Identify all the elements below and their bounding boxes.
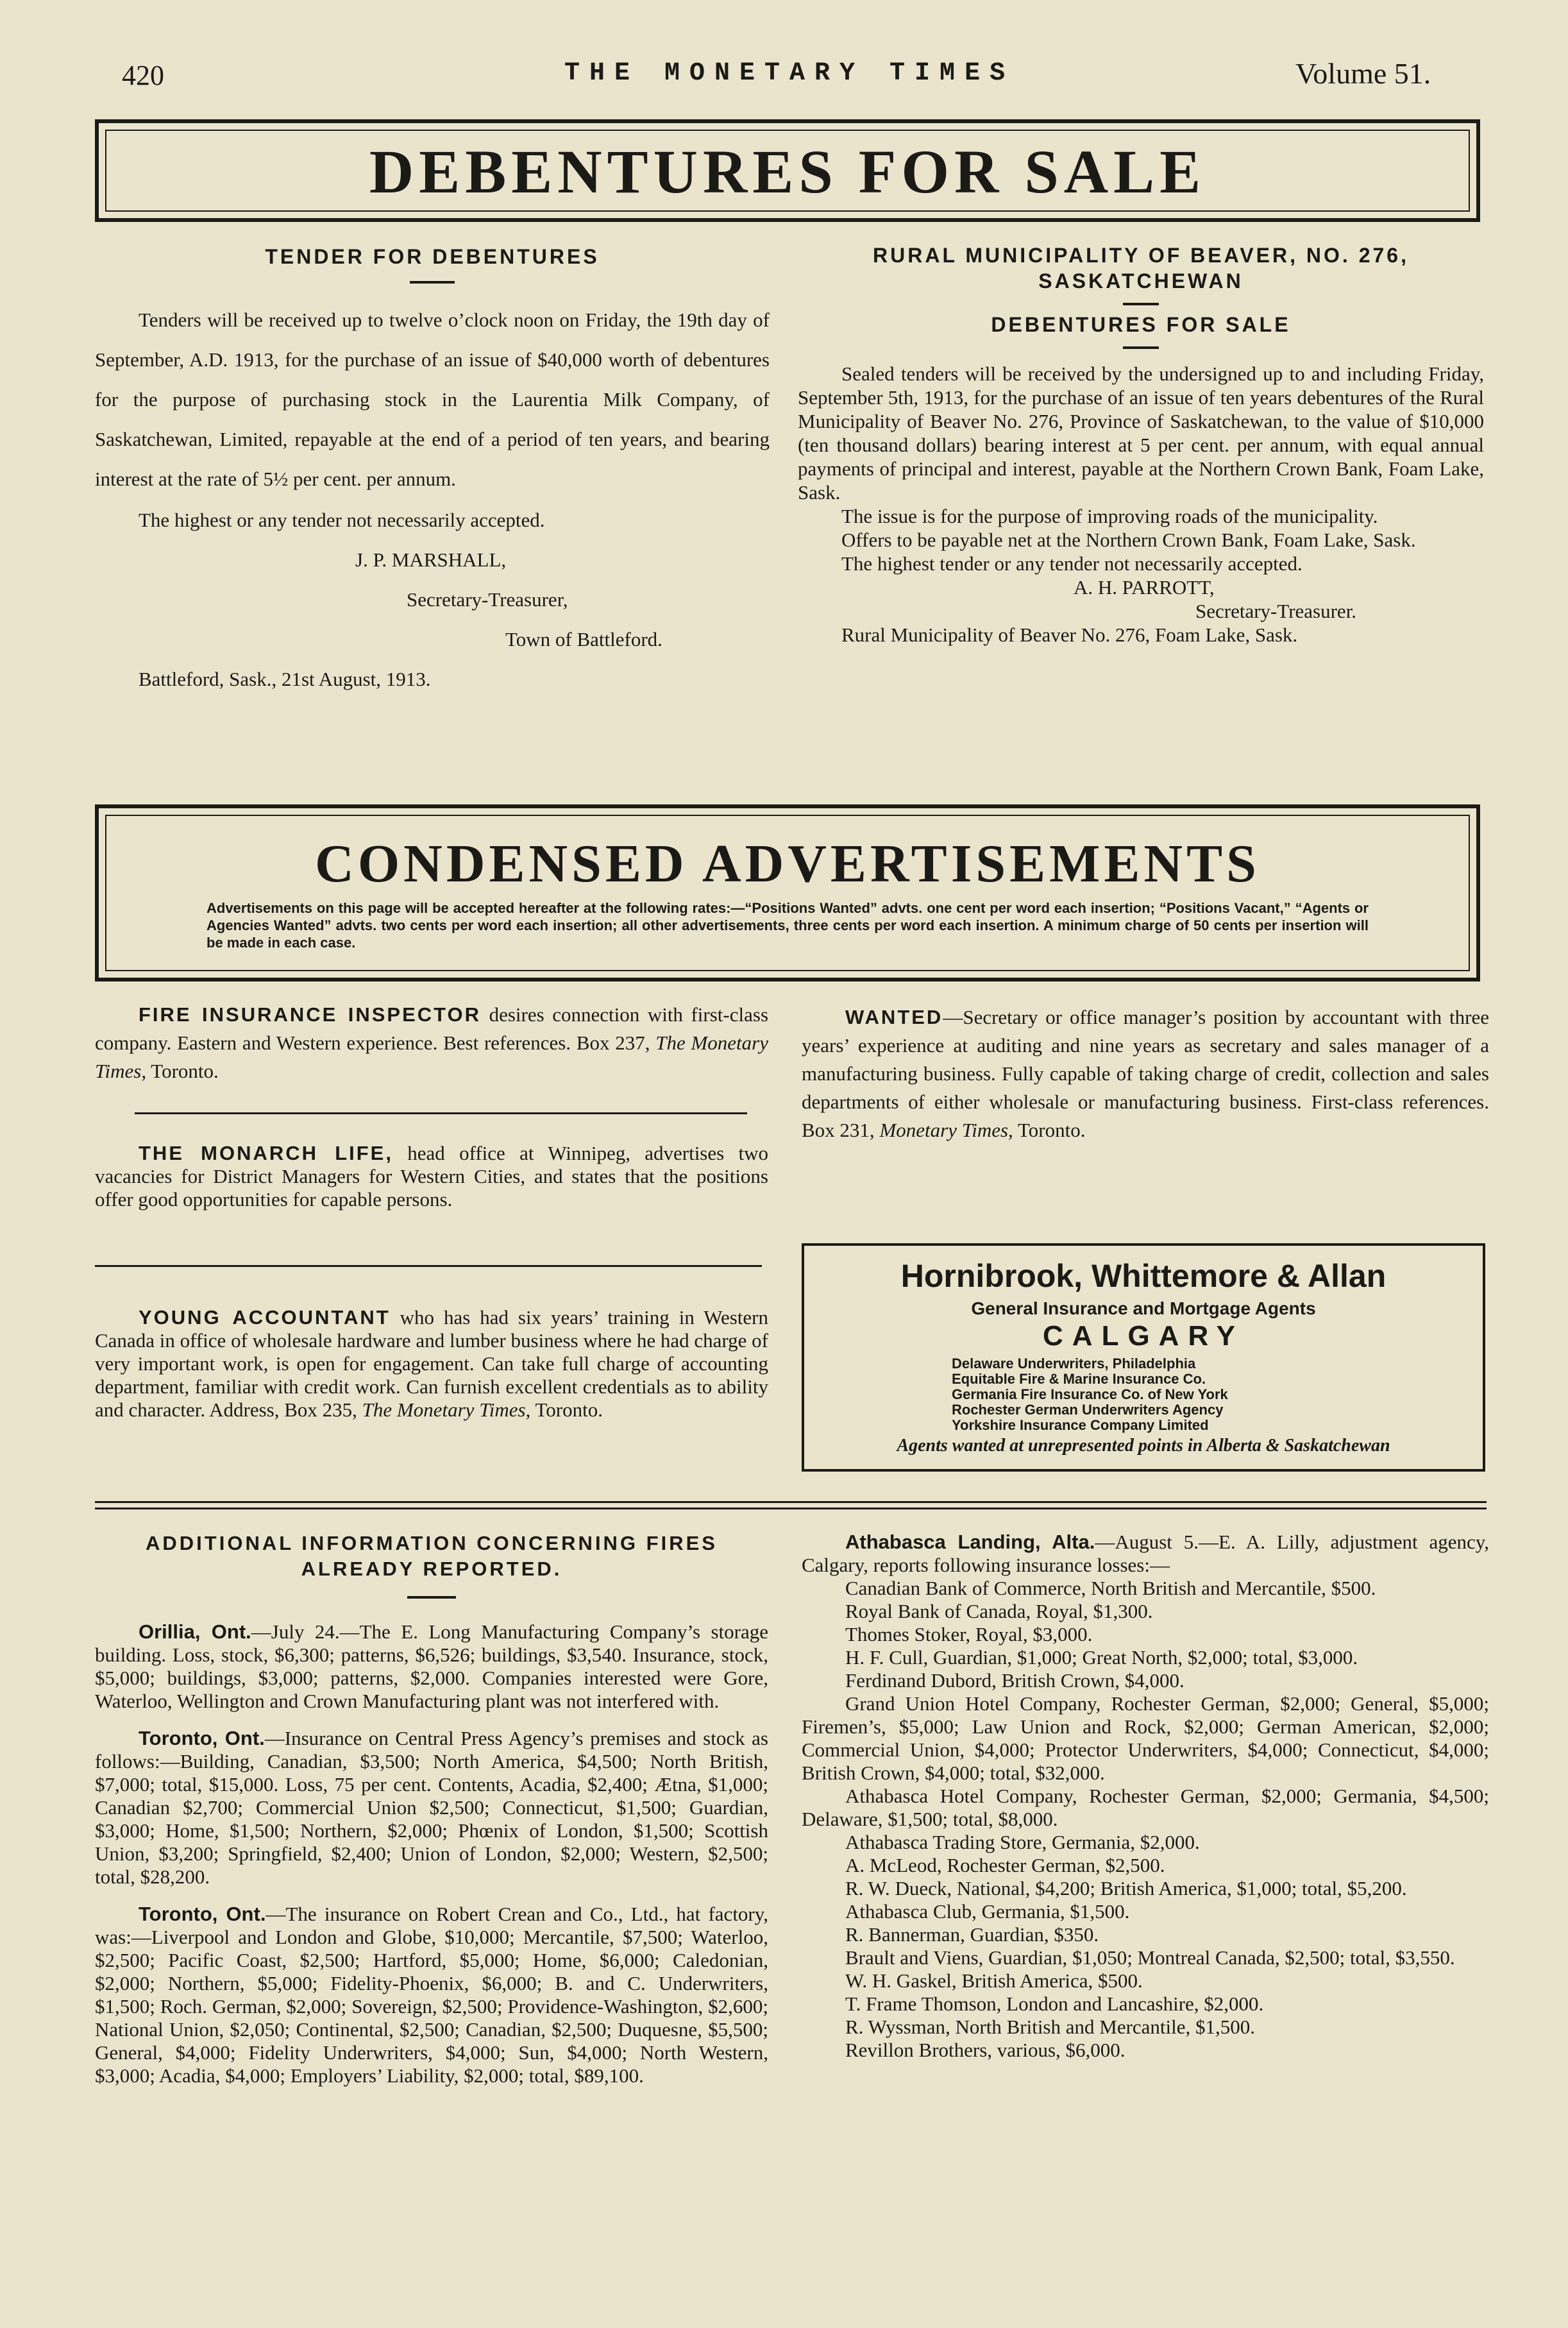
debentures-banner-title: DEBENTURES FOR SALE xyxy=(369,137,1206,206)
young-accountant-ad xyxy=(95,1306,768,1422)
beaver-para-3: Offers to be payable net at the Northern Crown Bank, Foam Lake, Sask. xyxy=(841,529,1416,551)
young-accountant-body: who has had six years’ training in Western Canada in office of wholesale hardware and lumber business where he had charge of very important work, is open for engagement. Can take full charge of accounting department, familiar with credit work. Can furnish excellent credentials as to ability and character. Address, Box 235, xyxy=(95,1306,768,1421)
beaver-para-2: The issue is for the purpose of improving roads of the municipality. xyxy=(841,505,1378,527)
beaver-heading-2: SASKATCHEWAN xyxy=(1038,269,1243,293)
athabasca-loss-item: R. Bannerman, Guardian, $350. xyxy=(845,1923,1099,1946)
orillia-body: —July 24.—The E. Long Manufacturing Company’s storage building. Loss, stock, $6,300; patterns, $6,526; buildings, $3,540. Insurance, stock, $5,000; buildings, $3,000; patterns, $2,000. Companies interested were Gore, Waterloo, Wellington and Crown Manufacturing plant was not interfered with. xyxy=(95,1620,768,1712)
debentures-banner xyxy=(95,119,1480,222)
hornibrook-companies xyxy=(952,1356,1228,1433)
wanted-lead: WANTED xyxy=(845,1006,943,1028)
beaver-signer: A. H. PARROTT, xyxy=(1074,576,1215,599)
section-divider xyxy=(95,1501,1487,1503)
beaver-para-1: Sealed tenders will be received by the undersigned up to and including Friday, September 5th, 1913, for the purchase of an issue of ten years debentures of the Rural Municipality of Beaver No. 276, Province of Saskatchewan, to the value of $10,000 (ten thousand dollars) bearing interest at 5 per cent. per annum, with equal annual payments of principal and interest, payable at the Northern Crown Bank, Foam Lake, Sask. xyxy=(798,362,1484,504)
monarch-life-ad xyxy=(95,1142,768,1211)
hornibrook-name: Hornibrook, Whittemore & Allan xyxy=(900,1258,1387,1294)
beaver-signer-title: Secretary-Treasurer. xyxy=(1195,600,1357,622)
condensed-ads-rates: Advertisements on this page will be accepted hereafter at the following rates:—“Positions Wanted” advts. one cent per word each insertion; “Positions Vacant,” “Agents or Agencies Wanted” advts. two cents per word each insertion; all other advertisements, three cents per word each insertion. A minimum charge of 50 cents per insertion will be made in each case. xyxy=(207,900,1369,951)
hornibrook-city: CALGARY xyxy=(1043,1320,1244,1352)
beaver-heading-1: RURAL MUNICIPALITY OF BEAVER, NO. 276, xyxy=(873,244,1409,267)
wanted-ad xyxy=(802,1003,1489,1144)
beaver-para-4: The highest tender or any tender not necessarily accepted. xyxy=(841,552,1302,575)
beaver-signer-place: Rural Municipality of Beaver No. 276, Foam Lake, Sask. xyxy=(841,624,1298,646)
hornibrook-company: Yorkshire Insurance Company Limited xyxy=(952,1417,1209,1433)
hornibrook-ad-box xyxy=(802,1243,1485,1472)
beaver-notice xyxy=(798,242,1484,647)
publication-title: THE MONETARY TIMES xyxy=(564,59,1015,88)
athabasca-body: —August 5.—E. A. Lilly, adjustment agency, Calgary, reports following insurance losses:— xyxy=(802,1531,1489,1576)
toronto-1-lead: Toronto, Ont. xyxy=(139,1727,265,1749)
tender-dateline: Battleford, Sask., 21st August, 1913. xyxy=(139,668,431,690)
fires-heading-1: ADDITIONAL INFORMATION CONCERNING FIRES xyxy=(146,1532,718,1554)
fire-inspector-lead: FIRE INSURANCE INSPECTOR xyxy=(139,1003,482,1026)
monarch-body: head office at Winnipeg, advertises two vacancies for District Managers for Western Cities, and states that the positions offer good opportunities for capable persons. xyxy=(95,1142,768,1211)
tender-signer-title: Secretary-Treasurer, xyxy=(407,588,568,611)
athabasca-loss-item: Revillon Brothers, various, $6,000. xyxy=(845,2039,1125,2061)
divider xyxy=(135,1112,747,1114)
fire-inspector-body: desires connection with first-class company. Eastern and Western experience. Best references. Box 237, xyxy=(95,1003,769,1054)
tender-notice xyxy=(95,244,770,699)
athabasca-loss-item: Canadian Bank of Commerce, North British and Mercantile, $500. xyxy=(845,1577,1376,1599)
page-number: 420 xyxy=(122,60,164,91)
athabasca-loss-item: Brault and Viens, Guardian, $1,050; Montreal Canada, $2,500; total, $3,550. xyxy=(845,1946,1455,1969)
wanted-end: Toronto. xyxy=(1013,1119,1086,1141)
hornibrook-company: Delaware Underwriters, Philadelphia xyxy=(952,1355,1196,1372)
section-divider xyxy=(95,1508,1487,1509)
fire-inspector-end: Toronto. xyxy=(146,1060,219,1082)
fires-right-column xyxy=(802,1531,1489,2062)
fires-left-column xyxy=(95,1531,768,2087)
tender-heading: TENDER FOR DEBENTURES xyxy=(265,245,600,268)
hornibrook-tagline: Agents wanted at unrepresented points in Alberta & Saskatchewan xyxy=(897,1436,1390,1456)
tender-signer: J. P. MARSHALL, xyxy=(355,548,507,571)
toronto-1-body: —Insurance on Central Press Agency’s premises and stock as follows:—Building, Canadian, $3,500; North America, $4,500; North British, $7,000; total, $15,000. Loss, 75 per cent. Contents, Acadia, $2,400; Ætna, $1,000; Canadian $2,700; Commercial Union $2,500; Connecticut, $1,500; Guardian, $3,000; Home, $1,500; Northern, $2,000; Phœnix of London, $1,500; Scottish Union, $3,200; Springfield, $2,400; Union of London, $2,000; Western, $2,500; total, $28,200. xyxy=(95,1727,768,1888)
condensed-ads-banner xyxy=(95,804,1480,981)
hornibrook-company: Equitable Fire & Marine Insurance Co. xyxy=(952,1371,1206,1387)
wanted-body: —Secretary or office manager’s position by accountant with three years’ experience at auditing and nine years as secretary and sales manager of a manufacturing business. Fully capable of taking charge of credit, collection and sales departments of either wholesale or manufacturing business. First-class references. Box 231, xyxy=(802,1006,1489,1141)
hornibrook-company: Rochester German Underwriters Agency xyxy=(952,1402,1224,1418)
fire-inspector-pub: The Monetary Times, xyxy=(95,1032,768,1082)
athabasca-lead: Athabasca Landing, Alta. xyxy=(845,1531,1095,1553)
athabasca-loss-item: T. Frame Thomson, London and Lancashire, $2,000. xyxy=(845,1992,1264,2015)
volume-label: Volume 51. xyxy=(1295,57,1431,90)
condensed-ads-title: CONDENSED ADVERTISEMENTS xyxy=(315,834,1260,894)
toronto-2-lead: Toronto, Ont. xyxy=(139,1903,266,1925)
toronto-2-body: —The insurance on Robert Crean and Co., Ltd., hat factory, was:—Liverpool and London and Globe, $10,000; Mercantile, $7,500; Waterloo, $2,500; Pacific Coast, $2,500; Hartford, $5,000; Home, $6,000; Caledonian, $2,000; Northern, $5,000; Fidelity-Phoenix, $6,000; B. and C. Underwriters, $1,500; Roch. German, $2,000; Sovereign, $2,500; Providence-Washington, $2,600; National Union, $2,050; Continental, $2,500; Canadian, $2,500; Duquesne, $5,500; General, $4,000; Fidelity Underwriters, $4,000; Sun, $4,000; North Western, $3,000; Acadia, $4,000; Employers’ Liability, $2,000; total, $89,100. xyxy=(95,1903,768,2087)
athabasca-loss-item: Athabasca Trading Store, Germania, $2,000. xyxy=(845,1831,1200,1853)
athabasca-loss-item: R. W. Dueck, National, $4,200; British America, $1,000; total, $5,200. xyxy=(845,1877,1407,1899)
athabasca-loss-item: Grand Union Hotel Company, Rochester German, $2,000; General, $5,000; Firemen’s, $5,000; Law Union and Rock, $2,000; German American, $2,000; Commercial Union, $4,000; Protector Underwriters, $4,000; Connecticut, $4,000; British Crown, $4,000; total, $32,000. xyxy=(802,1692,1489,1784)
athabasca-loss-list xyxy=(802,1577,1489,2062)
hornibrook-company: Germania Fire Insurance Co. of New York xyxy=(952,1386,1228,1402)
monarch-lead: THE MONARCH LIFE, xyxy=(139,1142,393,1164)
athabasca-loss-item: Thomes Stoker, Royal, $3,000. xyxy=(845,1623,1093,1645)
young-accountant-pub: The Monetary Times, xyxy=(362,1398,531,1421)
young-accountant-end: Toronto. xyxy=(530,1398,603,1421)
tender-body: Tenders will be received up to twelve o’clock noon on Friday, the 19th day of September, A.D. 1913, for the purchase of an issue of $40,000 worth of debentures for the purpose of purchasing stock in the Laurentia Milk Company, of Saskatchewan, Limited, repayable at the end of a period of ten years, and bearing interest at the rate of 5½ per cent. per annum. xyxy=(95,309,770,490)
athabasca-loss-item: Athabasca Hotel Company, Rochester German, $2,000; Germania, $4,500; Delaware, $1,500; total, $8,000. xyxy=(802,1785,1489,1830)
hornibrook-sub: General Insurance and Mortgage Agents xyxy=(971,1298,1316,1318)
wanted-pub: Monetary Times, xyxy=(879,1119,1013,1141)
tender-note: The highest or any tender not necessarily accepted. xyxy=(139,509,545,531)
orillia-lead: Orillia, Ont. xyxy=(139,1620,251,1643)
athabasca-loss-item: Royal Bank of Canada, Royal, $1,300. xyxy=(845,1600,1153,1622)
fire-inspector-ad xyxy=(95,1001,768,1085)
divider xyxy=(95,1265,762,1267)
beaver-subheading: DEBENTURES FOR SALE xyxy=(991,313,1291,336)
athabasca-loss-item: A. McLeod, Rochester German, $2,500. xyxy=(845,1854,1165,1876)
athabasca-loss-item: W. H. Gaskel, British America, $500. xyxy=(845,1969,1143,1992)
athabasca-loss-item: R. Wyssman, North British and Mercantile, $1,500. xyxy=(845,2016,1256,2038)
fires-heading-2: ALREADY REPORTED. xyxy=(301,1558,562,1580)
young-accountant-lead: YOUNG ACCOUNTANT xyxy=(139,1306,391,1329)
tender-signer-place: Town of Battleford. xyxy=(505,628,662,650)
athabasca-loss-item: H. F. Cull, Guardian, $1,000; Great North, $2,000; total, $3,000. xyxy=(845,1646,1358,1669)
athabasca-loss-item: Ferdinand Dubord, British Crown, $4,000. xyxy=(845,1669,1184,1692)
athabasca-loss-item: Athabasca Club, Germania, $1,500. xyxy=(845,1900,1130,1923)
